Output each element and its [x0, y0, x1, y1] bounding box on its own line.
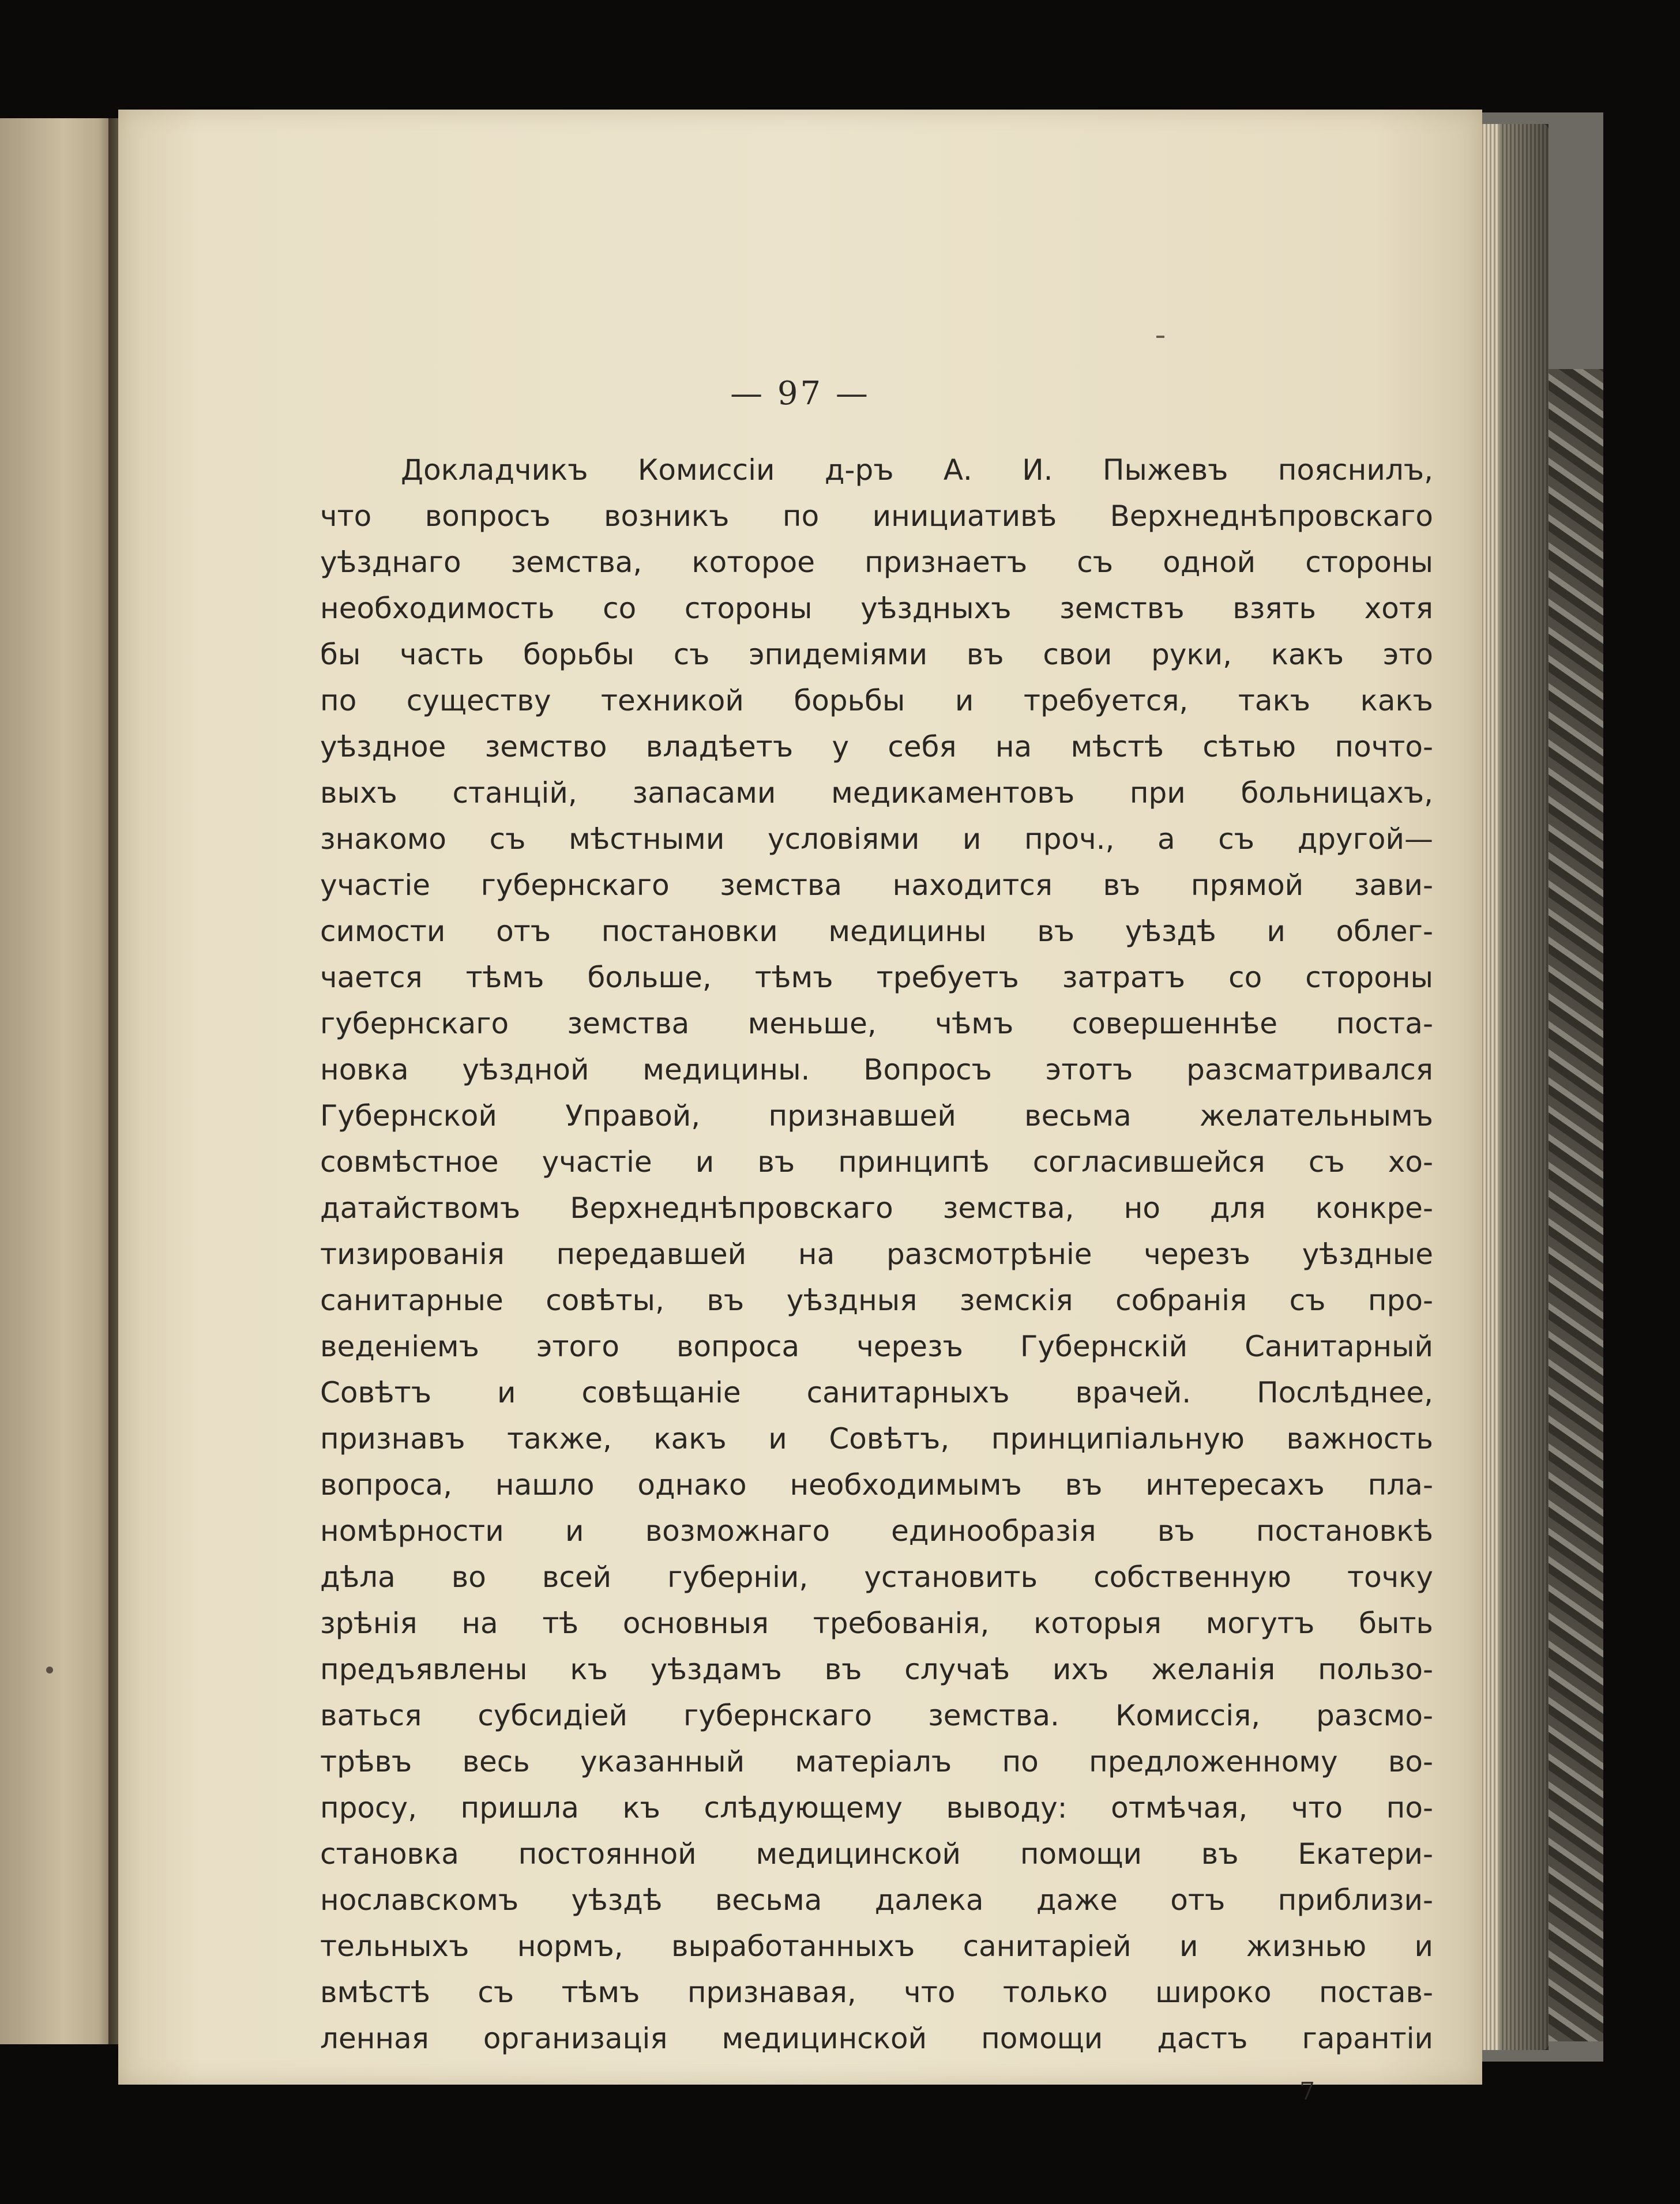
text-line: знакомо съ мѣстными условiями и проч., а съ другой— — [320, 822, 1433, 856]
page-speck — [1156, 336, 1164, 338]
text-line: ленная организацiя медицинской помощи дастъ гарантiи — [320, 2022, 1433, 2055]
text-line: симости отъ постановки медицины въ уѣздѣ и облег- — [320, 915, 1433, 948]
text-line: вопроса, нашло однако необходимымъ въ интересахъ пла- — [320, 1468, 1433, 1502]
text-line: уѣздное земство владѣетъ у себя на мѣстѣ сѣтью почто- — [320, 730, 1433, 763]
text-line: губернскаго земства меньше, чѣмъ совершеннѣе поста- — [320, 1007, 1433, 1040]
text-line: уѣзднаго земства, которое признаетъ съ одной стороны — [320, 546, 1433, 579]
text-line: выхъ станцiй, запасами медикаментовъ при больницахъ, — [320, 776, 1433, 810]
text-line: нославскомъ уѣздѣ весьма далека даже отъ приблизи- — [320, 1883, 1433, 1917]
text-line: Совѣтъ и совѣщанiе санитарныхъ врачей. Послѣднее, — [320, 1376, 1433, 1409]
text-line: по существу техникой борьбы и требуется, такъ какъ — [320, 684, 1433, 717]
text-line: предъявлены къ уѣздамъ въ случаѣ ихъ желанiя пользо- — [320, 1653, 1433, 1686]
text-line: просу, пришла къ слѣдующему выводу: отмѣчая, что по- — [320, 1791, 1433, 1825]
text-line: признавъ также, какъ и Совѣтъ, принципiальную важность — [320, 1422, 1433, 1455]
text-line: датайствомъ Верхнеднѣпровскаго земства, но для конкре- — [320, 1191, 1433, 1225]
page-header-number: — 97 — — [730, 375, 870, 412]
text-line: номѣрности и возможнаго единообразiя въ постановкѣ — [320, 1514, 1433, 1548]
text-line: новка уѣздной медицины. Вопросъ этотъ разсматривался — [320, 1053, 1433, 1086]
text-line: чается тѣмъ больше, тѣмъ требуетъ затратъ со стороны — [320, 961, 1433, 994]
text-line: что вопросъ возникъ по инициативѣ Верхнеднѣпровскаго — [320, 499, 1433, 533]
text-line: становка постоянной медицинской помощи въ Екатери- — [320, 1837, 1433, 1871]
page-stack-shadow — [1499, 124, 1549, 2050]
text-line: Докладчикъ Комиссiи д-ръ А. И. Пыжевъ пояснилъ, — [401, 453, 1433, 487]
text-line: ваться субсидiей губернскаго земства. Комиссiя, разсмо- — [320, 1699, 1433, 1732]
text-line: Губернской Управой, признавшей весьма желательнымъ — [320, 1099, 1433, 1133]
printer-signature-mark: 7 — [1299, 2077, 1315, 2105]
text-line: тизированiя передавшей на разсмотрѣнiе черезъ уѣздные — [320, 1238, 1433, 1271]
text-line: вмѣстѣ съ тѣмъ признавая, что только широко постав- — [320, 1976, 1433, 2009]
text-line: тельныхъ нормъ, выработанныхъ санитарiей и жизнью и — [320, 1930, 1433, 1963]
text-line: необходимость со стороны уѣздныхъ земствъ взять хотя — [320, 592, 1433, 625]
ink-speck — [46, 1667, 53, 1673]
text-line: трѣвъ весь указанный матерiалъ по предложенному во- — [320, 1745, 1433, 1778]
text-line: санитарные совѣты, въ уѣздныя земскiя собранiя съ про- — [320, 1284, 1433, 1317]
book-page — [118, 110, 1482, 2105]
text-line: зрѣнiя на тѣ основныя требованiя, которыя могутъ быть — [320, 1607, 1433, 1640]
page-body-text — [320, 447, 1433, 2062]
text-line: бы часть борьбы съ эпидемiями въ свои руки, какъ это — [320, 638, 1433, 671]
text-line: совмѣстное участiе и въ принципѣ согласившейся съ хо- — [320, 1145, 1433, 1179]
previous-page-edge — [0, 118, 115, 2044]
text-line: веденiемъ этого вопроса черезъ Губернскiй Санитарный — [320, 1330, 1433, 1363]
text-line: участiе губернскаго земства находится въ прямой зави- — [320, 868, 1433, 902]
text-line: дѣла во всей губернiи, установить собственную точку — [320, 1560, 1433, 1594]
